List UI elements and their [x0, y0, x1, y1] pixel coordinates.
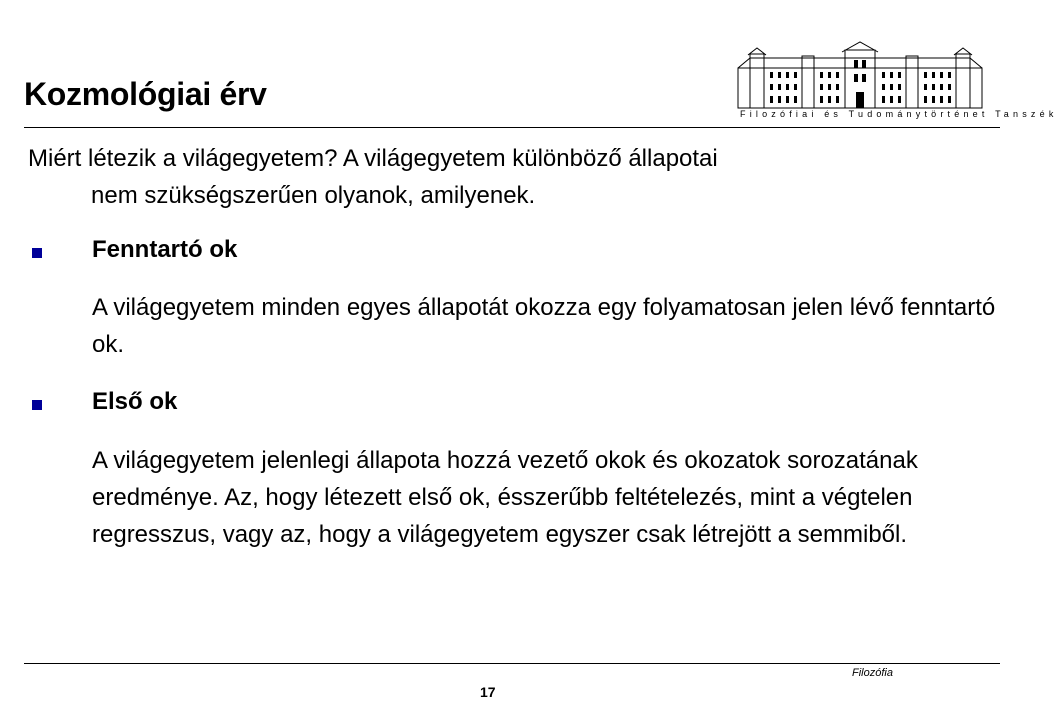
- page-number: 17: [480, 684, 496, 700]
- section-text-first-cause: A világegyetem jelenlegi állapota hozzá vezető okok és okozatok sorozatának eredménye. Az, hogy létezett első ok, ésszerűbb feltételezés, mint a végtelen regresszus, vagy az, hogy a világegyetem egyszer csak létrejött a semmiből.: [92, 447, 918, 548]
- intro-text: [28, 140, 988, 214]
- department-name: Filozófiai és Tudománytörténet Tanszék: [740, 109, 1058, 119]
- intro-line-1: Miért létezik a világegyetem? A világegyetem különböző állapotai: [28, 145, 718, 172]
- square-bullet-icon: [32, 400, 42, 410]
- section-text-sustaining-cause: A világegyetem minden egyes állapotát okozza egy folyamatosan jelen lévő fenntartó ok.: [92, 294, 996, 358]
- slide-title: Kozmológiai érv: [24, 76, 267, 112]
- title-divider: [24, 127, 1000, 128]
- square-bullet-icon: [32, 248, 42, 258]
- footer-divider: [24, 663, 1000, 664]
- intro-line-2: nem szükségszerűen olyanok, amilyenek.: [91, 182, 536, 209]
- section-heading-sustaining-cause: Fenntartó ok: [92, 236, 238, 263]
- section-heading-first-cause: Első ok: [92, 388, 178, 415]
- footer-label: Filozófia: [852, 667, 893, 679]
